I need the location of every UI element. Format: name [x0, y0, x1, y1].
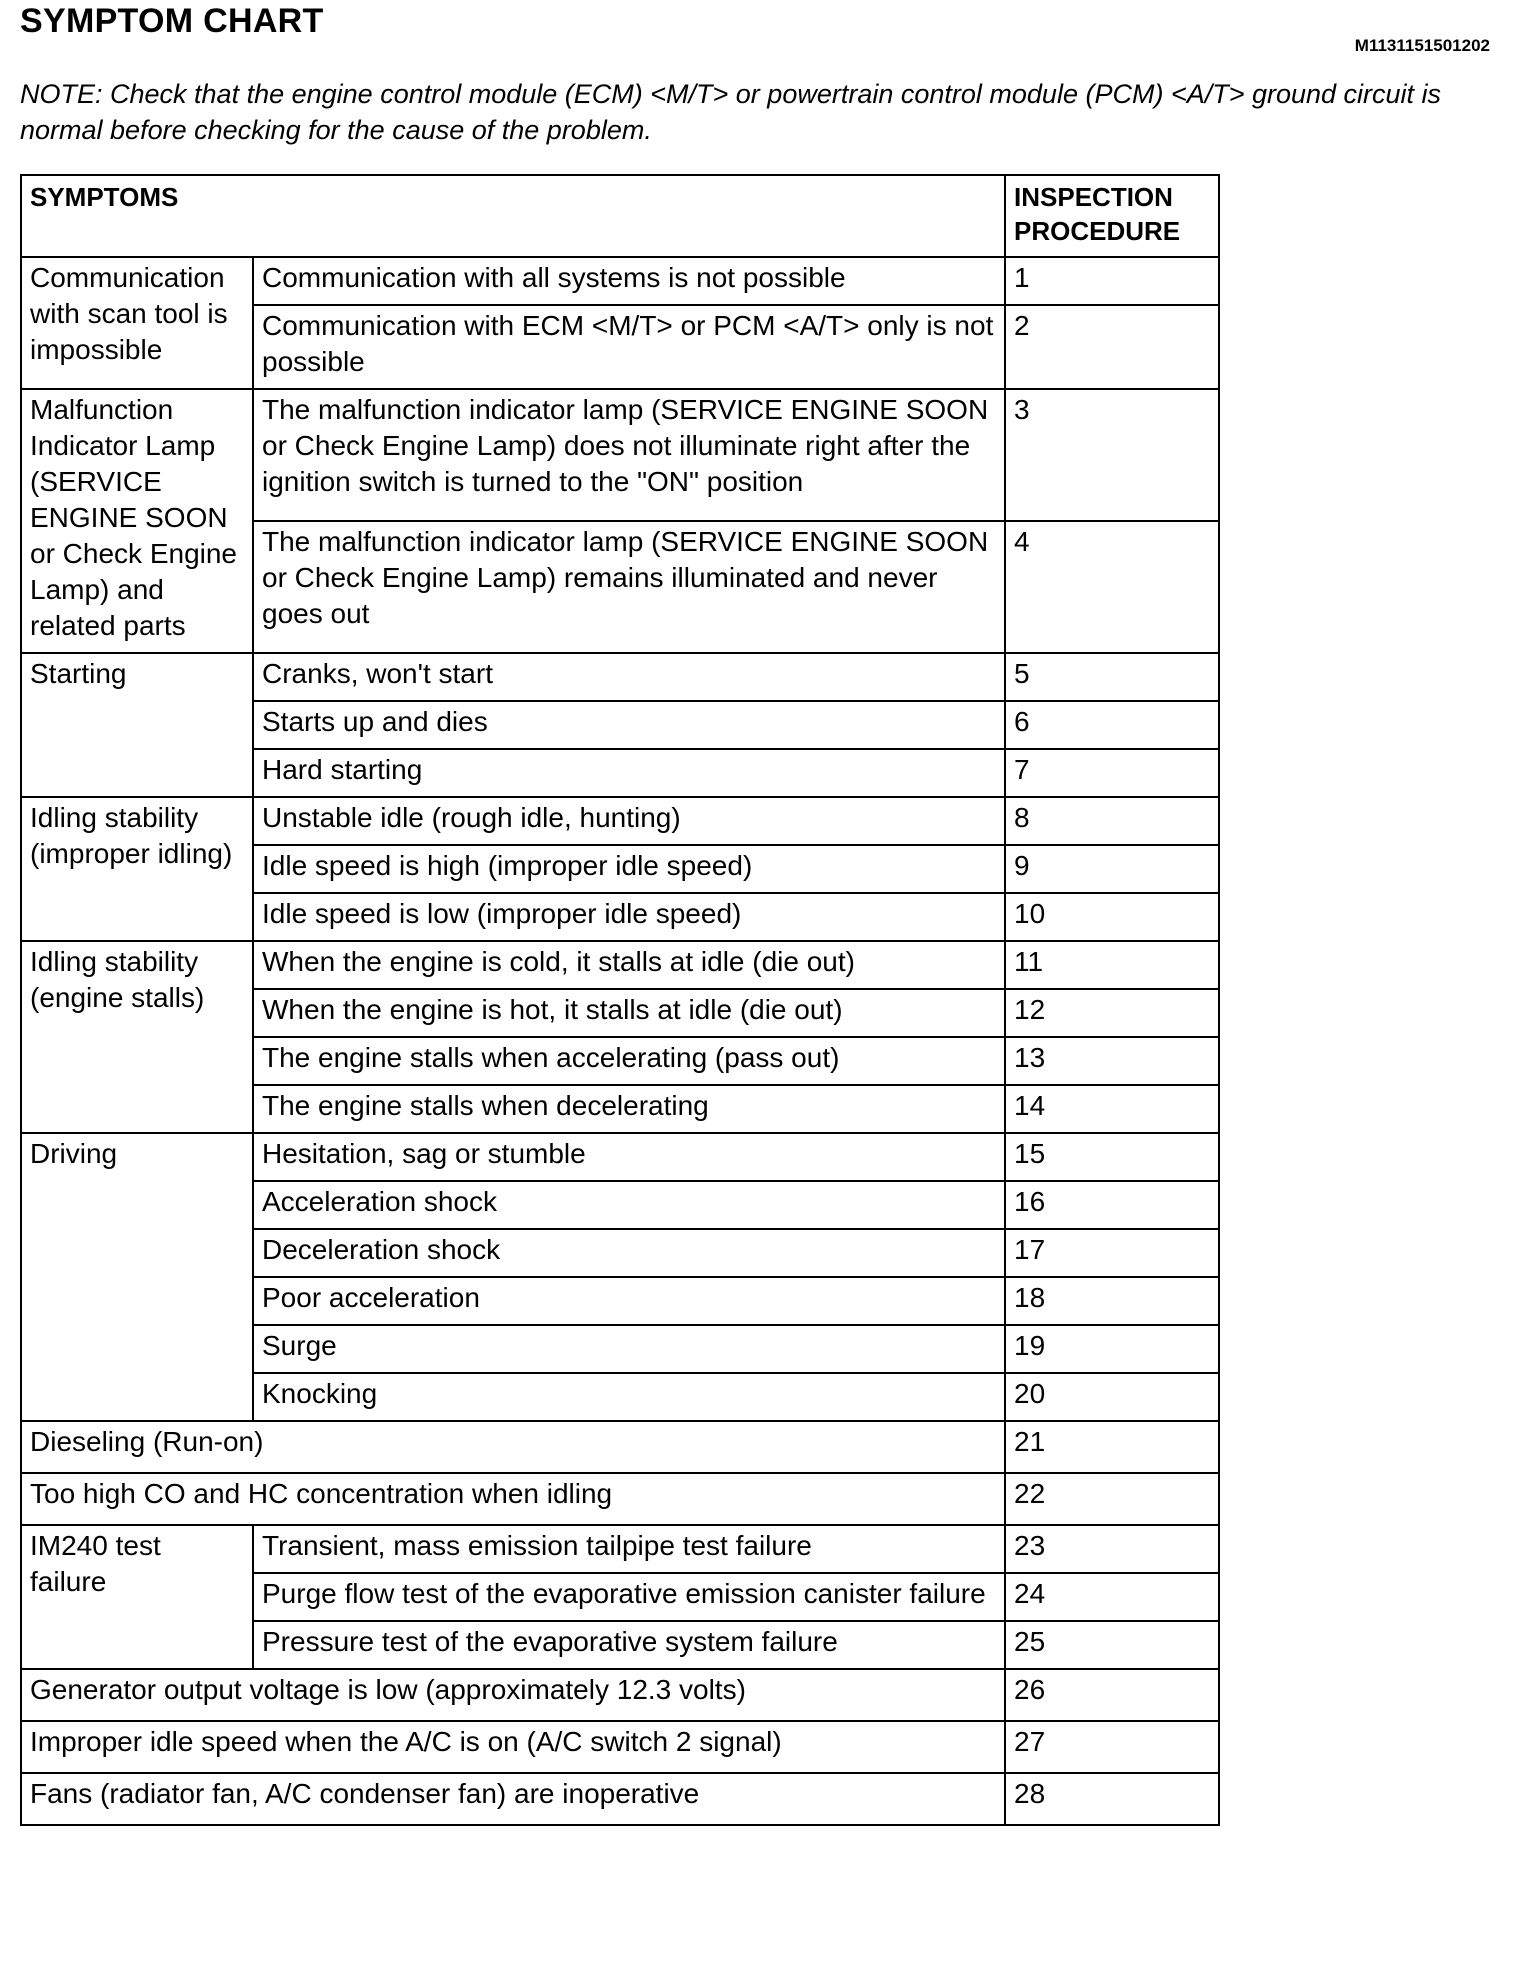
table-row: [21, 797, 1219, 845]
table-row: [21, 1721, 1219, 1773]
table-row: [21, 1525, 1219, 1573]
table-row: [21, 1421, 1219, 1473]
symptom-description: Hard starting: [253, 749, 1005, 797]
symptom-description: Idle speed is low (improper idle speed): [253, 893, 1005, 941]
symptom-description: Idle speed is high (improper idle speed): [253, 845, 1005, 893]
column-header-symptoms: SYMPTOMS: [21, 175, 1005, 257]
symptom-category: Idling stability (engine stalls): [21, 941, 253, 1133]
inspection-procedure-number: 13: [1005, 1037, 1219, 1085]
symptom-category: Generator output voltage is low (approximately 12.3 volts): [21, 1669, 1005, 1721]
table-row: [21, 1473, 1219, 1525]
symptom-description: Transient, mass emission tailpipe test failure: [253, 1525, 1005, 1573]
table-row: [21, 1773, 1219, 1825]
symptom-category: Too high CO and HC concentration when idling: [21, 1473, 1005, 1525]
symptom-category: Starting: [21, 653, 253, 797]
table-row: [21, 941, 1219, 989]
symptom-description: Cranks, won't start: [253, 653, 1005, 701]
inspection-procedure-number: 16: [1005, 1181, 1219, 1229]
table-row: [21, 1669, 1219, 1721]
inspection-procedure-number: 22: [1005, 1473, 1219, 1525]
symptom-description: Unstable idle (rough idle, hunting): [253, 797, 1005, 845]
inspection-procedure-number: 4: [1005, 521, 1219, 653]
symptom-description: Starts up and dies: [253, 701, 1005, 749]
inspection-procedure-number: 2: [1005, 305, 1219, 389]
inspection-procedure-number: 7: [1005, 749, 1219, 797]
inspection-procedure-number: 19: [1005, 1325, 1219, 1373]
inspection-procedure-number: 21: [1005, 1421, 1219, 1473]
inspection-procedure-number: 14: [1005, 1085, 1219, 1133]
symptom-description: The engine stalls when accelerating (pass out): [253, 1037, 1005, 1085]
symptom-category: Communication with scan tool is impossible: [21, 257, 253, 389]
inspection-procedure-number: 12: [1005, 989, 1219, 1037]
symptom-description: The engine stalls when decelerating: [253, 1085, 1005, 1133]
inspection-procedure-number: 5: [1005, 653, 1219, 701]
inspection-procedure-number: 11: [1005, 941, 1219, 989]
inspection-procedure-number: 27: [1005, 1721, 1219, 1773]
table-row: [21, 1133, 1219, 1181]
symptom-description: Communication with all systems is not possible: [253, 257, 1005, 305]
symptom-description: When the engine is cold, it stalls at idle (die out): [253, 941, 1005, 989]
page-title: SYMPTOM CHART: [20, 2, 324, 40]
symptom-category: Fans (radiator fan, A/C condenser fan) are inoperative: [21, 1773, 1005, 1825]
symptom-category: IM240 test failure: [21, 1525, 253, 1669]
symptom-description: The malfunction indicator lamp (SERVICE ENGINE SOON or Check Engine Lamp) does not illuminate right after the ignition switch is turned to the "ON" position: [253, 389, 1005, 521]
symptom-category: Idling stability (improper idling): [21, 797, 253, 941]
symptom-category: Driving: [21, 1133, 253, 1421]
symptom-description: The malfunction indicator lamp (SERVICE ENGINE SOON or Check Engine Lamp) remains illuminated and never goes out: [253, 521, 1005, 653]
symptom-table: [20, 174, 1220, 1826]
table-row: [21, 653, 1219, 701]
table-row: [21, 389, 1219, 521]
inspection-procedure-number: 23: [1005, 1525, 1219, 1573]
inspection-procedure-number: 1: [1005, 257, 1219, 305]
inspection-procedure-number: 17: [1005, 1229, 1219, 1277]
symptom-category: Malfunction Indicator Lamp (SERVICE ENGINE SOON or Check Engine Lamp) and related parts: [21, 389, 253, 653]
table-row: [21, 257, 1219, 305]
symptom-category: Dieseling (Run-on): [21, 1421, 1005, 1473]
inspection-procedure-number: 3: [1005, 389, 1219, 521]
inspection-procedure-number: 18: [1005, 1277, 1219, 1325]
symptom-description: Acceleration shock: [253, 1181, 1005, 1229]
symptom-description: Communication with ECM <M/T> or PCM <A/T> only is not possible: [253, 305, 1005, 389]
symptom-category: Improper idle speed when the A/C is on (A/C switch 2 signal): [21, 1721, 1005, 1773]
table-header-row: [21, 175, 1219, 257]
symptom-description: When the engine is hot, it stalls at idle (die out): [253, 989, 1005, 1037]
symptom-description: Poor acceleration: [253, 1277, 1005, 1325]
inspection-procedure-number: 28: [1005, 1773, 1219, 1825]
column-header-procedure: INSPECTION PROCEDURE: [1005, 175, 1219, 257]
inspection-procedure-number: 9: [1005, 845, 1219, 893]
inspection-procedure-number: 25: [1005, 1621, 1219, 1669]
inspection-procedure-number: 24: [1005, 1573, 1219, 1621]
symptom-description: Knocking: [253, 1373, 1005, 1421]
symptom-description: Surge: [253, 1325, 1005, 1373]
symptom-description: Hesitation, sag or stumble: [253, 1133, 1005, 1181]
symptom-table-body: [21, 175, 1219, 1825]
document-id: M1131151501202: [1354, 36, 1490, 55]
symptom-description: Deceleration shock: [253, 1229, 1005, 1277]
inspection-procedure-number: 20: [1005, 1373, 1219, 1421]
inspection-procedure-number: 15: [1005, 1133, 1219, 1181]
inspection-procedure-number: 8: [1005, 797, 1219, 845]
symptom-description: Purge flow test of the evaporative emission canister failure: [253, 1573, 1005, 1621]
inspection-procedure-number: 26: [1005, 1669, 1219, 1721]
inspection-procedure-number: 6: [1005, 701, 1219, 749]
inspection-procedure-number: 10: [1005, 893, 1219, 941]
symptom-description: Pressure test of the evaporative system failure: [253, 1621, 1005, 1669]
note-text: NOTE: Check that the engine control module (ECM) <M/T> or powertrain control module (PCM) <A/T> ground circuit is normal before checking for the cause of the problem.: [20, 79, 1442, 145]
